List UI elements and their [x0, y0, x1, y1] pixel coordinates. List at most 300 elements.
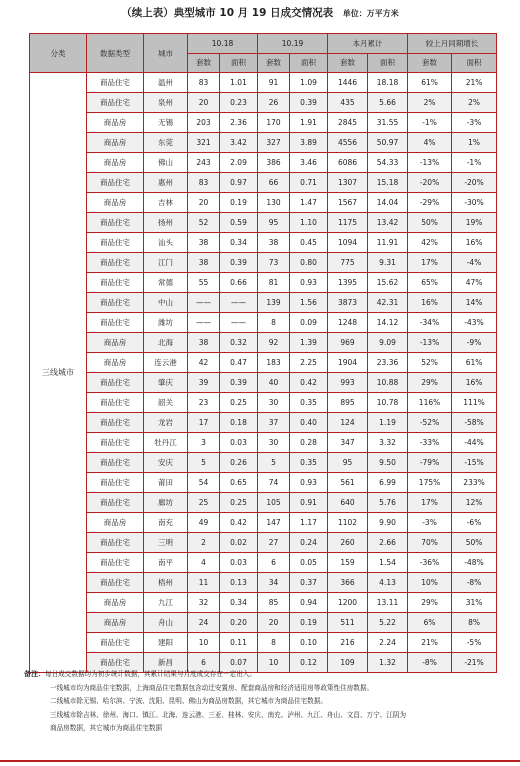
cell-units-month: 1102	[328, 513, 368, 533]
cell-area-1019: 2.25	[290, 353, 328, 373]
cell-city: 三明	[144, 533, 188, 553]
cell-growth-units: 17%	[408, 493, 452, 513]
cell-units-1018: 49	[188, 513, 220, 533]
table-row	[30, 353, 497, 373]
table-row	[30, 473, 497, 493]
cell-data-type: 商品住宅	[87, 573, 144, 593]
cell-data-type: 商品住宅	[87, 93, 144, 113]
cell-area-1019: 0.12	[290, 653, 328, 673]
cell-area-month: 13.11	[368, 593, 408, 613]
cell-area-month: 9.09	[368, 333, 408, 353]
cell-data-type: 商品住宅	[87, 233, 144, 253]
cell-growth-units: 70%	[408, 533, 452, 553]
cell-units-1019: 183	[258, 353, 290, 373]
cell-units-month: 1904	[328, 353, 368, 373]
cell-area-1019: 0.71	[290, 173, 328, 193]
cell-units-month: 366	[328, 573, 368, 593]
cell-units-month: 993	[328, 373, 368, 393]
cell-units-month: 969	[328, 333, 368, 353]
cell-data-type: 商品住宅	[87, 293, 144, 313]
cell-city: 佛山	[144, 153, 188, 173]
cell-area-month: 10.78	[368, 393, 408, 413]
cell-units-1019: 8	[258, 633, 290, 653]
cell-growth-units: -79%	[408, 453, 452, 473]
cell-area-1018: 0.34	[220, 233, 258, 253]
cell-growth-area: -4%	[452, 253, 497, 273]
header-period-1019: 10.19	[258, 34, 328, 54]
cell-growth-area: 233%	[452, 473, 497, 493]
cell-area-1019: 0.39	[290, 93, 328, 113]
cell-city: 吉林	[144, 193, 188, 213]
table-body	[30, 73, 497, 673]
cell-city: 常德	[144, 273, 188, 293]
cell-data-type: 商品住宅	[87, 433, 144, 453]
cell-area-month: 13.42	[368, 213, 408, 233]
cell-growth-units: 17%	[408, 253, 452, 273]
cell-growth-area: 21%	[452, 73, 497, 93]
header-period-1018: 10.18	[188, 34, 258, 54]
cell-area-1018: 0.25	[220, 493, 258, 513]
cell-growth-area: -1%	[452, 153, 497, 173]
cell-units-1018: 54	[188, 473, 220, 493]
cell-units-month: 561	[328, 473, 368, 493]
cell-area-1018: 0.32	[220, 333, 258, 353]
cell-units-month: 4556	[328, 133, 368, 153]
cell-units-month: 109	[328, 653, 368, 673]
cell-data-type: 商品住宅	[87, 273, 144, 293]
cell-area-1019: 0.94	[290, 593, 328, 613]
cell-area-month: 9.90	[368, 513, 408, 533]
cell-city: 梧州	[144, 573, 188, 593]
cell-data-type: 商品房	[87, 113, 144, 133]
cell-units-1019: 386	[258, 153, 290, 173]
cell-units-month: 260	[328, 533, 368, 553]
notes-label: 备注：	[24, 670, 45, 678]
cell-growth-units: 21%	[408, 633, 452, 653]
cell-city: 南平	[144, 553, 188, 573]
cell-area-1019: 1.39	[290, 333, 328, 353]
cell-growth-units: 65%	[408, 273, 452, 293]
table-row	[30, 613, 497, 633]
cell-units-month: 159	[328, 553, 368, 573]
cell-growth-area: -8%	[452, 573, 497, 593]
cell-data-type: 商品住宅	[87, 253, 144, 273]
cell-area-month: 14.12	[368, 313, 408, 333]
cell-area-1019: 0.09	[290, 313, 328, 333]
cell-area-1018: 0.03	[220, 553, 258, 573]
cell-data-type: 商品住宅	[87, 313, 144, 333]
cell-growth-units: 29%	[408, 593, 452, 613]
cell-growth-units: -34%	[408, 313, 452, 333]
table-row	[30, 133, 497, 153]
cell-units-1018: 6	[188, 653, 220, 673]
cell-area-1019: 0.42	[290, 373, 328, 393]
cell-units-1018: 55	[188, 273, 220, 293]
cell-area-1018: 0.97	[220, 173, 258, 193]
cell-units-1019: 26	[258, 93, 290, 113]
cell-units-1018: 4	[188, 553, 220, 573]
cell-city: 新昌	[144, 653, 188, 673]
cell-units-month: 640	[328, 493, 368, 513]
cell-units-1018: 321	[188, 133, 220, 153]
cell-area-month: 2.24	[368, 633, 408, 653]
cell-growth-area: 14%	[452, 293, 497, 313]
cell-area-1019: 1.91	[290, 113, 328, 133]
cell-growth-units: 4%	[408, 133, 452, 153]
table-row	[30, 273, 497, 293]
cell-growth-area: 19%	[452, 213, 497, 233]
cell-area-month: 1.32	[368, 653, 408, 673]
cell-city: 北海	[144, 333, 188, 353]
cell-data-type: 商品住宅	[87, 553, 144, 573]
cell-units-1019: 130	[258, 193, 290, 213]
cell-area-1019: 0.80	[290, 253, 328, 273]
cell-units-month: 511	[328, 613, 368, 633]
cell-growth-area: -58%	[452, 413, 497, 433]
cell-city: 舟山	[144, 613, 188, 633]
cell-units-1019: 66	[258, 173, 290, 193]
cell-units-1018: 83	[188, 73, 220, 93]
cell-growth-area: -43%	[452, 313, 497, 333]
cell-units-1019: 38	[258, 233, 290, 253]
cell-units-1018: 5	[188, 453, 220, 473]
cell-units-month: 1175	[328, 213, 368, 233]
cell-area-1018: 0.26	[220, 453, 258, 473]
table-row	[30, 333, 497, 353]
cell-city: 泉州	[144, 93, 188, 113]
cell-area-1019: 0.37	[290, 573, 328, 593]
cell-units-1018: 25	[188, 493, 220, 513]
cell-data-type: 商品住宅	[87, 653, 144, 673]
cell-growth-units: 16%	[408, 293, 452, 313]
cell-units-1018: 24	[188, 613, 220, 633]
cell-growth-units: -20%	[408, 173, 452, 193]
category-label: 三线城市	[42, 368, 74, 377]
cell-units-1018: ——	[188, 313, 220, 333]
cell-units-month: 1307	[328, 173, 368, 193]
cell-growth-area: -21%	[452, 653, 497, 673]
cell-city: 安庆	[144, 453, 188, 473]
cell-area-1019: 1.09	[290, 73, 328, 93]
note-line-1: 每日成交数据均为初步统计数据，其累计结果与月度成交存在一定出入。	[45, 670, 256, 678]
cell-growth-units: -52%	[408, 413, 452, 433]
cell-city: 东莞	[144, 133, 188, 153]
cell-growth-area: 16%	[452, 373, 497, 393]
cell-units-1019: 170	[258, 113, 290, 133]
cell-area-1018: 3.42	[220, 133, 258, 153]
cell-growth-area: -20%	[452, 173, 497, 193]
cell-units-month: 6086	[328, 153, 368, 173]
cell-growth-units: 2%	[408, 93, 452, 113]
cell-units-1018: ——	[188, 293, 220, 313]
cell-units-1018: 243	[188, 153, 220, 173]
cell-units-1018: 2	[188, 533, 220, 553]
cell-growth-units: -33%	[408, 433, 452, 453]
cell-data-type: 商品住宅	[87, 73, 144, 93]
cell-area-1018: 0.02	[220, 533, 258, 553]
cell-area-1018: 0.11	[220, 633, 258, 653]
cell-units-1019: 8	[258, 313, 290, 333]
cell-area-1019: 0.91	[290, 493, 328, 513]
cell-city: 温州	[144, 73, 188, 93]
cell-growth-area: -6%	[452, 513, 497, 533]
table-row	[30, 313, 497, 333]
cell-area-1019: 1.10	[290, 213, 328, 233]
cell-area-month: 2.66	[368, 533, 408, 553]
table-row	[30, 393, 497, 413]
cell-area-1019: 0.19	[290, 613, 328, 633]
cell-growth-units: 29%	[408, 373, 452, 393]
cell-area-month: 5.22	[368, 613, 408, 633]
cell-area-1019: 1.17	[290, 513, 328, 533]
cell-city: 龙岩	[144, 413, 188, 433]
cell-units-1019: 6	[258, 553, 290, 573]
cell-growth-area: 50%	[452, 533, 497, 553]
cell-area-month: 1.19	[368, 413, 408, 433]
cell-units-1019: 30	[258, 433, 290, 453]
cell-area-month: 5.76	[368, 493, 408, 513]
cell-area-month: 10.88	[368, 373, 408, 393]
cell-growth-area: -44%	[452, 433, 497, 453]
cell-units-1019: 92	[258, 333, 290, 353]
cell-units-1019: 27	[258, 533, 290, 553]
header-units: 套数	[188, 54, 220, 73]
cell-area-1018: 0.25	[220, 393, 258, 413]
cell-growth-units: -3%	[408, 513, 452, 533]
cell-area-1018: 0.20	[220, 613, 258, 633]
table-row	[30, 593, 497, 613]
table-row	[30, 173, 497, 193]
cell-area-1019: 0.10	[290, 633, 328, 653]
cell-units-month: 124	[328, 413, 368, 433]
cell-units-1019: 327	[258, 133, 290, 153]
notes-section	[24, 668, 504, 736]
cell-area-1018: 0.65	[220, 473, 258, 493]
cell-city: 扬州	[144, 213, 188, 233]
cell-growth-area: 8%	[452, 613, 497, 633]
cell-growth-area: -15%	[452, 453, 497, 473]
cell-data-type: 商品房	[87, 193, 144, 213]
table-title	[0, 6, 520, 21]
category-cell	[30, 73, 87, 673]
cell-units-1018: 42	[188, 353, 220, 373]
cell-data-type: 商品房	[87, 333, 144, 353]
header-units: 套数	[258, 54, 290, 73]
cell-area-1019: 0.28	[290, 433, 328, 453]
cell-area-month: 9.50	[368, 453, 408, 473]
cell-area-1018: 2.36	[220, 113, 258, 133]
cell-units-1019: 74	[258, 473, 290, 493]
cell-area-1018: 0.59	[220, 213, 258, 233]
cell-units-1018: 3	[188, 433, 220, 453]
cell-growth-area: -48%	[452, 553, 497, 573]
cell-area-1018: 0.19	[220, 193, 258, 213]
cell-area-month: 15.18	[368, 173, 408, 193]
cell-units-month: 3873	[328, 293, 368, 313]
cell-data-type: 商品房	[87, 613, 144, 633]
table-row	[30, 533, 497, 553]
cell-units-1018: 38	[188, 333, 220, 353]
table-row	[30, 413, 497, 433]
table-row	[30, 513, 497, 533]
cell-data-type: 商品住宅	[87, 493, 144, 513]
cell-city: 九江	[144, 593, 188, 613]
cell-units-1018: 38	[188, 233, 220, 253]
table-row	[30, 253, 497, 273]
cell-area-month: 6.99	[368, 473, 408, 493]
cell-data-type: 商品住宅	[87, 213, 144, 233]
cell-area-1018: 0.39	[220, 253, 258, 273]
table-row	[30, 113, 497, 133]
note-line-4: 三线城市除吉林、徐州、海口、镇江、北海、连云港、三亚、桂林、安庆、南充、泸州、九江、舟山、文昌、万宁、江阴为	[50, 710, 407, 719]
cell-city: 韶关	[144, 393, 188, 413]
table-row	[30, 153, 497, 173]
table-row	[30, 373, 497, 393]
cell-growth-units: 10%	[408, 573, 452, 593]
cell-units-month: 1248	[328, 313, 368, 333]
cell-data-type: 商品住宅	[87, 373, 144, 393]
cell-units-1019: 30	[258, 393, 290, 413]
cell-growth-area: 31%	[452, 593, 497, 613]
note-row-1	[24, 668, 504, 682]
cell-area-1018: ——	[220, 313, 258, 333]
cell-units-month: 1567	[328, 193, 368, 213]
cell-growth-area: -30%	[452, 193, 497, 213]
cell-area-month: 14.04	[368, 193, 408, 213]
cell-units-1019: 95	[258, 213, 290, 233]
cell-area-month: 15.62	[368, 273, 408, 293]
cell-area-1019: 0.93	[290, 273, 328, 293]
cell-data-type: 商品住宅	[87, 173, 144, 193]
cell-growth-area: 16%	[452, 233, 497, 253]
cell-area-1018: 0.66	[220, 273, 258, 293]
header-units: 套数	[328, 54, 368, 73]
cell-city: 中山	[144, 293, 188, 313]
cell-units-month: 435	[328, 93, 368, 113]
cell-city: 莆田	[144, 473, 188, 493]
cell-units-1018: 10	[188, 633, 220, 653]
cell-area-1019: 1.47	[290, 193, 328, 213]
cell-area-1019: 0.05	[290, 553, 328, 573]
cell-units-1019: 91	[258, 73, 290, 93]
header-area: 面积	[368, 54, 408, 73]
transaction-table	[29, 33, 497, 673]
cell-area-1018: 0.34	[220, 593, 258, 613]
cell-growth-units: 42%	[408, 233, 452, 253]
table-row	[30, 213, 497, 233]
header-month-cumulative: 本月累计	[328, 34, 408, 54]
bottom-divider	[0, 760, 520, 762]
cell-area-month: 18.18	[368, 73, 408, 93]
cell-data-type: 商品住宅	[87, 393, 144, 413]
cell-units-month: 216	[328, 633, 368, 653]
cell-area-month: 4.13	[368, 573, 408, 593]
cell-units-1018: 38	[188, 253, 220, 273]
header-area: 面积	[290, 54, 328, 73]
cell-units-month: 1395	[328, 273, 368, 293]
header-category: 分类	[30, 34, 87, 73]
cell-units-1019: 147	[258, 513, 290, 533]
cell-units-1019: 105	[258, 493, 290, 513]
note-line-2: 一线城市均为商品住宅数据，上海商品住宅数据包含动迁安置房、配套商品房和经济适用房等政策性住房数据。	[50, 683, 374, 692]
cell-city: 牡丹江	[144, 433, 188, 453]
header-units: 套数	[408, 54, 452, 73]
cell-data-type: 商品住宅	[87, 473, 144, 493]
cell-area-1018: 0.03	[220, 433, 258, 453]
cell-area-1018: 0.39	[220, 373, 258, 393]
cell-data-type: 商品住宅	[87, 633, 144, 653]
title-text: （续上表）典型城市 10 月 19 日成交情况表	[121, 7, 334, 19]
cell-growth-units: 175%	[408, 473, 452, 493]
cell-units-month: 895	[328, 393, 368, 413]
cell-area-1019: 3.46	[290, 153, 328, 173]
cell-growth-area: -5%	[452, 633, 497, 653]
cell-area-month: 1.54	[368, 553, 408, 573]
table-row	[30, 93, 497, 113]
cell-area-month: 42.31	[368, 293, 408, 313]
cell-units-1018: 39	[188, 373, 220, 393]
cell-area-1018: ——	[220, 293, 258, 313]
cell-units-1019: 37	[258, 413, 290, 433]
cell-area-month: 23.36	[368, 353, 408, 373]
cell-area-1018: 0.42	[220, 513, 258, 533]
cell-area-1019: 0.35	[290, 393, 328, 413]
cell-units-month: 347	[328, 433, 368, 453]
cell-growth-area: 2%	[452, 93, 497, 113]
unit-label: 单位：万平方米	[342, 9, 399, 18]
cell-units-1019: 73	[258, 253, 290, 273]
cell-units-1018: 20	[188, 193, 220, 213]
cell-units-month: 775	[328, 253, 368, 273]
table-row	[30, 193, 497, 213]
cell-area-1018: 2.09	[220, 153, 258, 173]
cell-units-1018: 11	[188, 573, 220, 593]
cell-units-1019: 139	[258, 293, 290, 313]
header-city: 城市	[144, 34, 188, 73]
cell-area-month: 11.91	[368, 233, 408, 253]
cell-growth-area: 12%	[452, 493, 497, 513]
cell-data-type: 商品房	[87, 153, 144, 173]
header-area: 面积	[220, 54, 258, 73]
cell-area-month: 54.33	[368, 153, 408, 173]
cell-city: 廊坊	[144, 493, 188, 513]
table-row	[30, 433, 497, 453]
cell-data-type: 商品住宅	[87, 453, 144, 473]
cell-city: 建阳	[144, 633, 188, 653]
cell-growth-area: 61%	[452, 353, 497, 373]
cell-units-1018: 32	[188, 593, 220, 613]
cell-units-month: 1446	[328, 73, 368, 93]
cell-area-1018: 1.01	[220, 73, 258, 93]
cell-units-1019: 85	[258, 593, 290, 613]
cell-growth-area: -9%	[452, 333, 497, 353]
cell-data-type: 商品房	[87, 133, 144, 153]
cell-city: 连云港	[144, 353, 188, 373]
cell-growth-units: -36%	[408, 553, 452, 573]
cell-growth-area: 111%	[452, 393, 497, 413]
cell-units-1019: 34	[258, 573, 290, 593]
table-row	[30, 553, 497, 573]
cell-city: 南充	[144, 513, 188, 533]
cell-city: 无锡	[144, 113, 188, 133]
cell-data-type: 商品住宅	[87, 413, 144, 433]
cell-area-month: 9.31	[368, 253, 408, 273]
cell-units-month: 95	[328, 453, 368, 473]
header-area: 面积	[452, 54, 497, 73]
cell-data-type: 商品住宅	[87, 533, 144, 553]
cell-units-1018: 23	[188, 393, 220, 413]
cell-growth-units: -13%	[408, 153, 452, 173]
